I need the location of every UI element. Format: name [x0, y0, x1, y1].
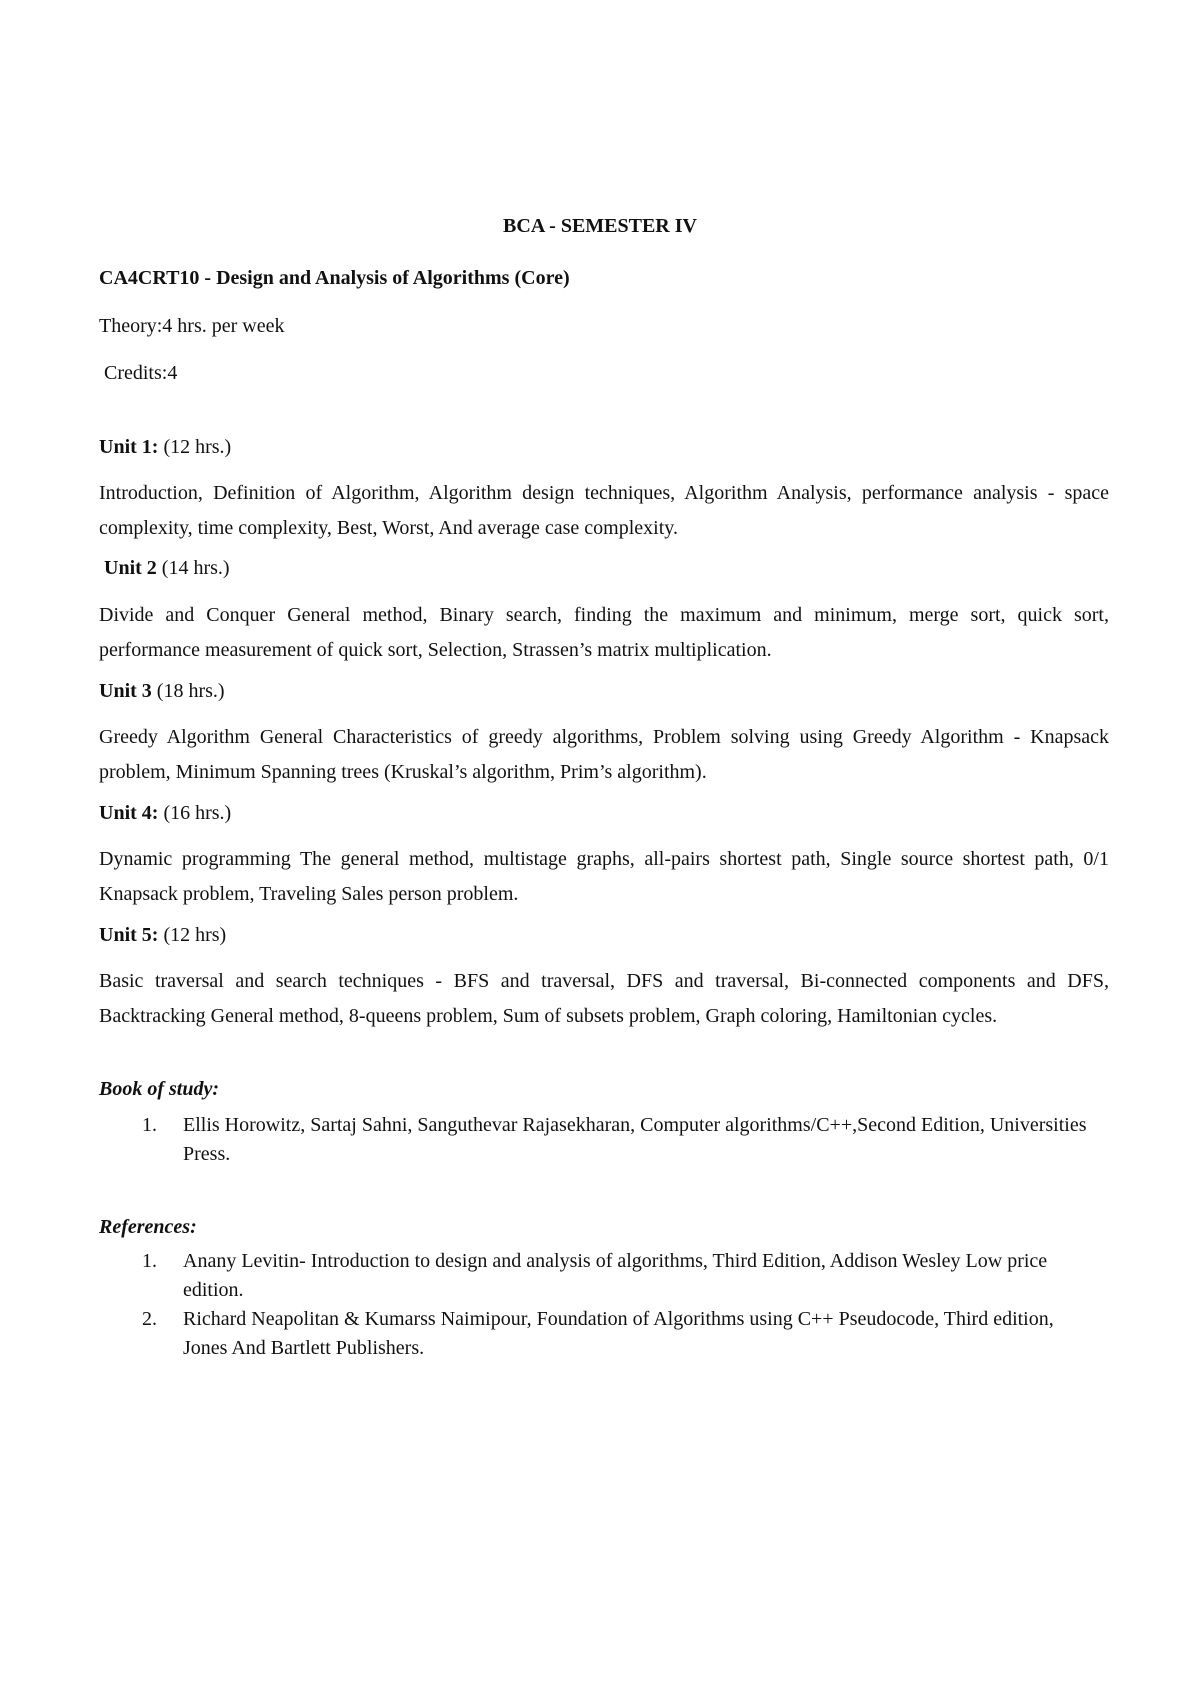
unit-2-heading: [104, 555, 230, 581]
list-item-number: 1.: [142, 1250, 157, 1272]
unit-3-content: Greedy Algorithm General Characteristics of greedy algorithms, Problem solving using Greedy Algorithm - Knapsack problem, Minimum Spanning trees (Kruskal’s algorithm, Prim’s algorithm).: [99, 726, 1109, 783]
theory-hours: Theory:4 hrs. per week: [99, 315, 285, 337]
list-item: [140, 1305, 1100, 1363]
list-item: [140, 1111, 1100, 1169]
book-of-study-heading: Book of study:: [99, 1078, 219, 1100]
unit-5-hours: (12 hrs): [158, 924, 227, 946]
unit-5-label: Unit 5:: [99, 924, 159, 946]
references-list: [140, 1247, 1100, 1363]
references-heading: References:: [99, 1216, 197, 1238]
unit-1-label: Unit 1:: [99, 436, 159, 458]
unit-5-heading: [99, 922, 226, 948]
unit-4-content: Dynamic programming The general method, multistage graphs, all-pairs shortest path, Single source shortest path, 0/1 Knapsack problem, Traveling Sales person problem.: [99, 848, 1109, 905]
unit-3-hours: (18 hrs.): [151, 680, 225, 702]
list-item-text: Anany Levitin- Introduction to design and analysis of algorithms, Third Edition, Addison Wesley Low price edition.: [183, 1250, 1048, 1301]
unit-4-hours: (16 hrs.): [158, 802, 232, 824]
unit-4-heading: [99, 800, 231, 826]
unit-2-hours: (14 hrs.): [156, 557, 230, 579]
unit-4-label: Unit 4:: [99, 802, 159, 824]
list-item-number: 1.: [142, 1114, 157, 1136]
unit-2-content: Divide and Conquer General method, Binary search, finding the maximum and minimum, merge sort, quick sort, performance measurement of quick sort, Selection, Strassen’s matrix multiplication.: [99, 604, 1109, 661]
unit-3-label: Unit 3: [99, 680, 152, 702]
semester-title: BCA - SEMESTER IV: [503, 215, 697, 237]
unit-1-content: Introduction, Definition of Algorithm, Algorithm design techniques, Algorithm Analysis, performance analysis - space complexity, time complexity, Best, Worst, And average case complexity.: [99, 482, 1109, 539]
book-of-study-list: [140, 1111, 1100, 1169]
unit-1-heading: [99, 434, 231, 460]
unit-5-content: Basic traversal and search techniques - BFS and traversal, DFS and traversal, Bi-connected components and DFS, Backtracking General method, 8-queens problem, Sum of subsets problem, Graph coloring, Hamiltonian cycles.: [99, 970, 1109, 1027]
list-item-text: Ellis Horowitz, Sartaj Sahni, Sanguthevar Rajasekharan, Computer algorithms/C++,Second Edition, Universities Press.: [183, 1114, 1087, 1165]
unit-1-hours: (12 hrs.): [158, 436, 232, 458]
unit-2-label: Unit 2: [104, 557, 157, 579]
course-title: CA4CRT10 - Design and Analysis of Algorithms (Core): [99, 267, 570, 289]
list-item-text: Richard Neapolitan & Kumarss Naimipour, Foundation of Algorithms using C++ Pseudocode, Third edition, Jones And Bartlett Publishers.: [183, 1308, 1054, 1359]
unit-3-heading: [99, 678, 225, 704]
list-item: [140, 1247, 1100, 1305]
list-item-number: 2.: [142, 1308, 157, 1330]
credits: Credits:4: [104, 362, 178, 384]
